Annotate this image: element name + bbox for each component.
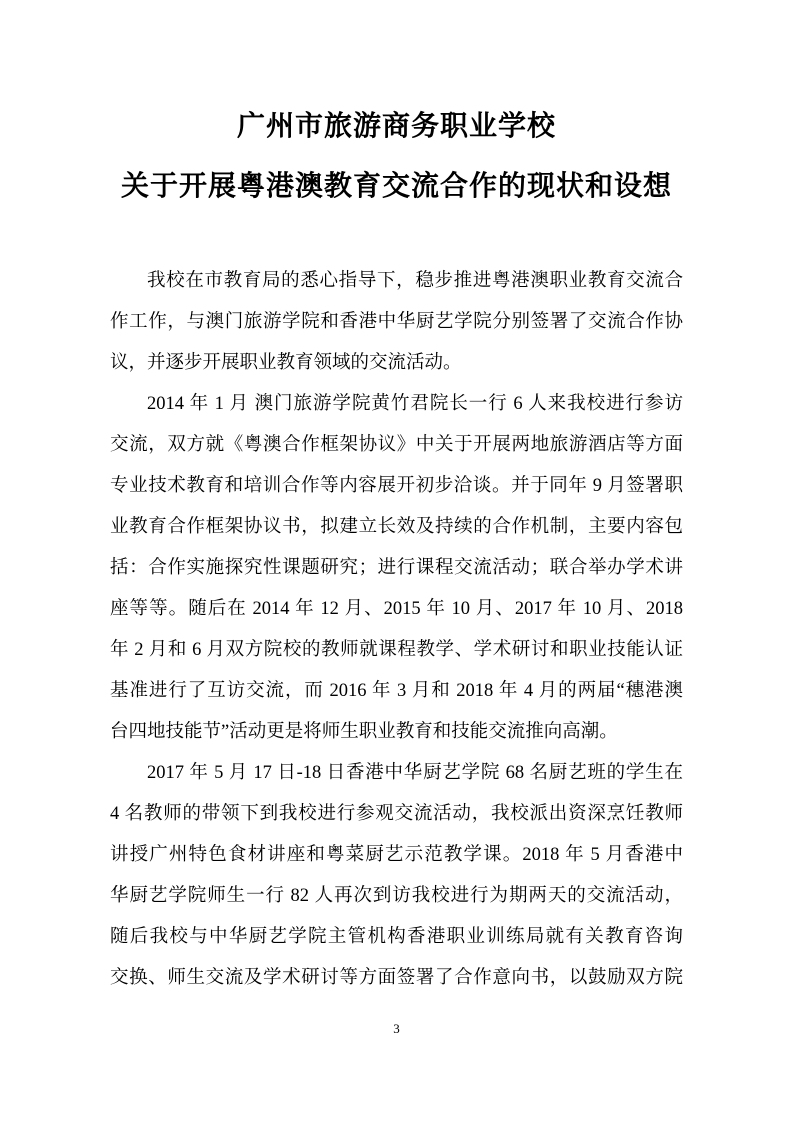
- document-title: 广州市旅游商务职业学校: [236, 110, 556, 141]
- paragraph: [110, 261, 683, 384]
- body-line: 华厨艺学院师生一行 82 人再次到访我校进行为期两天的交流活动，: [110, 886, 683, 906]
- body-line: 议，并逐步开展职业教育领域的交流活动。: [110, 353, 462, 373]
- body-line: 专业技术教育和培训合作等内容展开初步洽谈。并于同年 9 月签署职: [110, 476, 683, 496]
- body-line: 随后我校与中华厨艺学院主管机构香港职业训练局就有关教育咨询: [110, 927, 683, 947]
- document-subtitle: 关于开展粤港澳教育交流合作的现状和设想: [120, 170, 672, 201]
- body-line: 基准进行了互访交流，而 2016 年 3 月和 2018 年 4 月的两届“穗港澳: [110, 681, 683, 701]
- body-line: 2017 年 5 月 17 日-18 日香港中华厨艺学院 68 名厨艺班的学生在: [147, 763, 683, 783]
- body-line: 作工作，与澳门旅游学院和香港中华厨艺学院分别签署了交流合作协: [110, 312, 683, 332]
- body-line: 2014 年 1 月 澳门旅游学院黄竹君院长一行 6 人来我校进行参访: [147, 394, 683, 414]
- body-line: 交流，双方就《粤澳合作框架协议》中关于开展两地旅游酒店等方面: [110, 435, 683, 455]
- document-body: [110, 261, 683, 999]
- body-line: 业教育合作框架协议书，拟建立长效及持续的合作机制，主要内容包: [110, 517, 683, 537]
- body-line: 交换、师生交流及学术研讨等方面签署了合作意向书，以鼓励双方院: [110, 968, 683, 988]
- body-line: 台四地技能节”活动更是将师生职业教育和技能交流推向高潮。: [110, 722, 618, 742]
- page-number: 3: [393, 1021, 400, 1036]
- paragraph: [110, 384, 683, 753]
- body-line: 括：合作实施探究性课题研究；进行课程交流活动；联合举办学术讲: [110, 558, 683, 578]
- page-footer: [0, 1021, 793, 1037]
- body-line: 4 名教师的带领下到我校进行参观交流活动，我校派出资深烹饪教师: [110, 804, 683, 824]
- body-line: 我校在市教育局的悉心指导下，稳步推进粤港澳职业教育交流合: [147, 271, 683, 291]
- body-line: 讲授广州特色食材讲座和粤菜厨艺示范教学课。2018 年 5 月香港中: [110, 845, 683, 865]
- paragraph: [110, 753, 683, 999]
- body-line: 座等等。随后在 2014 年 12 月、2015 年 10 月、2017 年 10 月、2018: [110, 599, 683, 619]
- body-line: 年 2 月和 6 月双方院校的教师就课程教学、学术研讨和职业技能认证: [110, 640, 683, 660]
- heading-block: [0, 0, 793, 216]
